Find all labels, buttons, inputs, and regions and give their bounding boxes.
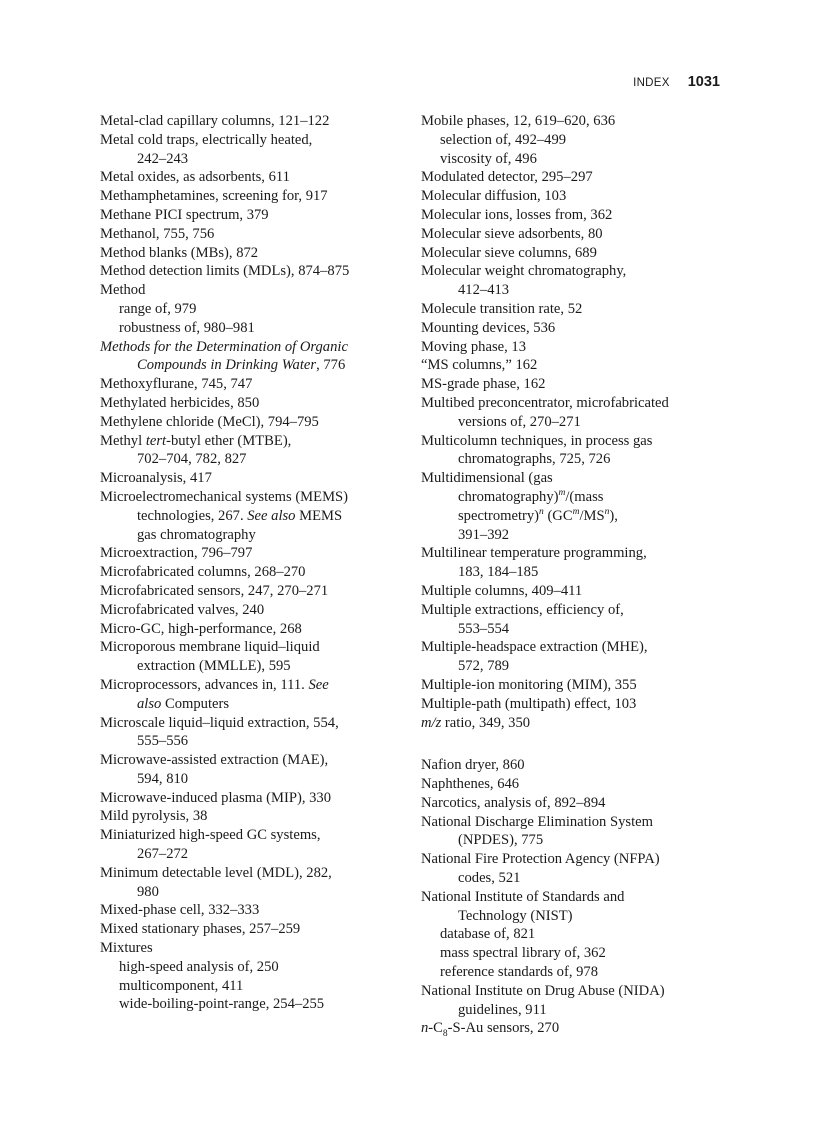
index-entry: Microscale liquid–liquid extraction, 554, [100,714,339,731]
index-entry: Methamphetamines, screening for, 917 [100,188,328,205]
index-entry: Multicolumn techniques, in process gas [421,432,653,449]
index-entry: Mixed-phase cell, 332–333 [100,902,260,919]
index-entry-continuation: also Computers [137,695,230,712]
index-entry-continuation: technologies, 267. See also MEMS [137,507,343,524]
index-entry: Microanalysis, 417 [100,470,212,487]
index-entry: Multiple-path (multipath) effect, 103 [421,695,637,712]
index-entry: Microprocessors, advances in, 111. See [100,676,329,693]
index-entry-continuation: Compounds in Drinking Water, 776 [137,357,346,374]
index-entry: Nafion dryer, 860 [421,757,525,774]
index-entry-continuation: gas chromatography [137,526,256,543]
index-subentry: mass spectral library of, 362 [440,945,606,962]
index-entry: MS-grade phase, 162 [421,376,546,393]
index-entry: Method detection limits (MDLs), 874–875 [100,263,350,280]
index-subentry: robustness of, 980–981 [119,319,255,336]
index-entry: Molecular diffusion, 103 [421,188,567,205]
index-entry-continuation: 183, 184–185 [458,564,539,581]
index-entry: National Fire Protection Agency (NFPA) [421,851,660,868]
book-title: Compounds in Drinking Water [137,357,317,374]
index-entry: Methane PICI spectrum, 379 [100,206,269,223]
index-entry: Microfabricated columns, 268–270 [100,564,306,581]
index-entry: Microextraction, 796–797 [100,545,253,562]
index-entry-continuation: 412–413 [458,282,510,299]
index-entry-continuation: Technology (NIST) [458,907,573,924]
book-title: Methods for the Determination of Organic [100,338,348,355]
index-entry-continuation: guidelines, 911 [458,1001,547,1018]
see-also-ref: See [308,676,329,693]
index-entry: Modulated detector, 295–297 [421,169,593,186]
index-entry: Miniaturized high-speed GC systems, [100,827,321,844]
index-entry-continuation: 594, 810 [137,770,189,787]
index-entry: Mild pyrolysis, 38 [100,808,208,825]
index-entry: National Discharge Elimination System [421,813,653,830]
index-entry: Methyl tert-butyl ether (MTBE), [100,432,292,449]
index-subentry: selection of, 492–499 [440,131,567,148]
index-entry: National Institute on Drug Abuse (NIDA) [421,982,665,999]
index-subentry: high-speed analysis of, 250 [119,958,279,975]
index-entry: Metal-clad capillary columns, 121–122 [100,113,330,129]
index-subentry: multicomponent, 411 [119,977,244,994]
index-entry: Molecular ions, losses from, 362 [421,206,613,223]
index-entry-continuation: spectrometry)$^n$ $(GC^m/MS^n)$, [458,506,618,524]
index-entry: Multibed preconcentrator, microfabricated [421,394,669,411]
index-entry-continuation: 553–554 [458,620,510,637]
see-also-ref: See also [247,507,296,524]
index-subentry: viscosity of, 496 [440,150,537,167]
index-subentry: reference standards of, 978 [440,964,599,981]
index-entry: Microwave-induced plasma (MIP), 330 [100,789,332,806]
index-entry: Moving phase, 13 [421,338,526,355]
index-entry-continuation: 572, 789 [458,658,510,675]
index-entry: Methylene chloride (MeCl), 794–795 [100,413,319,430]
index-entry: Methylated herbicides, 850 [100,394,260,411]
index-column-right [421,112,726,1038]
index-entry: Narcotics, analysis of, 892–894 [421,794,606,811]
index-entry [100,338,405,357]
index-entry: Mixtures [100,940,153,957]
index-entry: Multiple-headspace extraction (MHE), [421,639,648,656]
index-entry: Multilinear temperature programming, [421,545,647,562]
running-header [633,74,720,90]
index-entry: Multidimensional (gas [421,470,553,487]
index-entry-continuation: 980 [137,883,159,900]
index-entry: Methoxyflurane, 745, 747 [100,376,253,393]
index-entry: m/z ratio, 349, 350 [421,714,531,731]
page-number: 1031 [687,74,720,90]
index-entry: Methanol, 755, 756 [100,225,215,242]
index-entry: Multiple extractions, efficiency of, [421,601,624,618]
index-entry: Molecular sieve adsorbents, 80 [421,225,603,242]
index-entry: Mounting devices, 536 [421,319,556,336]
index-entry: Metal cold traps, electrically heated, [100,131,313,148]
index-entry: Microfabricated sensors, 247, 270–271 [100,582,329,599]
index-subentry: range of, 979 [119,300,197,317]
index-entry-continuation: versions of, 270–271 [458,413,581,430]
header-label: INDEX [633,77,670,89]
index-column-left [100,112,405,1014]
index-entry: Microporous membrane liquid–liquid [100,639,320,656]
index-entry-continuation: 267–272 [137,846,189,863]
index-entry: Microwave-assisted extraction (MAE), [100,752,329,769]
index-entry-continuation: (NPDES), 775 [458,832,544,849]
index-entry: Method blanks (MBs), 872 [100,244,259,261]
index-entry: Metal oxides, as adsorbents, 611 [100,169,290,186]
index-entry: $n-C_8-S-Au$ sensors, 270 [421,1020,560,1040]
index-entry: Mixed stationary phases, 257–259 [100,921,301,938]
index-entry: Method [100,282,146,299]
index-entry-continuation: extraction (MMLLE), 595 [137,658,291,675]
index-entry: Molecule transition rate, 52 [421,300,583,317]
index-entry: “MS columns,” 162 [421,357,538,374]
index-entry: Microelectromechanical systems (MEMS) [100,488,349,505]
letter-section-gap [421,732,726,756]
index-subentry: database of, 821 [440,926,536,943]
index-entry: National Institute of Standards and [421,888,625,905]
index-entry: Naphthenes, 646 [421,776,520,793]
index-entry-continuation: chromatographs, 725, 726 [458,451,611,468]
index-entry-continuation: codes, 521 [458,870,521,887]
index-entry-continuation: 242–243 [137,150,189,167]
index-entry: Microfabricated valves, 240 [100,601,265,618]
index-entry-continuation: 391–392 [458,526,510,543]
index-entry-continuation: 702–704, 782, 827 [137,451,247,468]
index-entry: Micro-GC, high-performance, 268 [100,620,302,637]
index-entry: Multiple columns, 409–411 [421,582,583,599]
index-entry-continuation: 555–556 [137,733,189,750]
index-entry: Molecular weight chromatography, [421,263,627,280]
index-entry: Multiple-ion monitoring (MIM), 355 [421,676,637,693]
index-entry: Minimum detectable level (MDL), 282, [100,864,332,881]
index-entry: Molecular sieve columns, 689 [421,244,597,261]
index-subentry: wide-boiling-point-range, 254–255 [119,996,325,1013]
index-entry-continuation: chromatography)$^m$/(mass [458,488,604,505]
index-entry: Mobile phases, 12, 619–620, 636 [421,113,616,129]
